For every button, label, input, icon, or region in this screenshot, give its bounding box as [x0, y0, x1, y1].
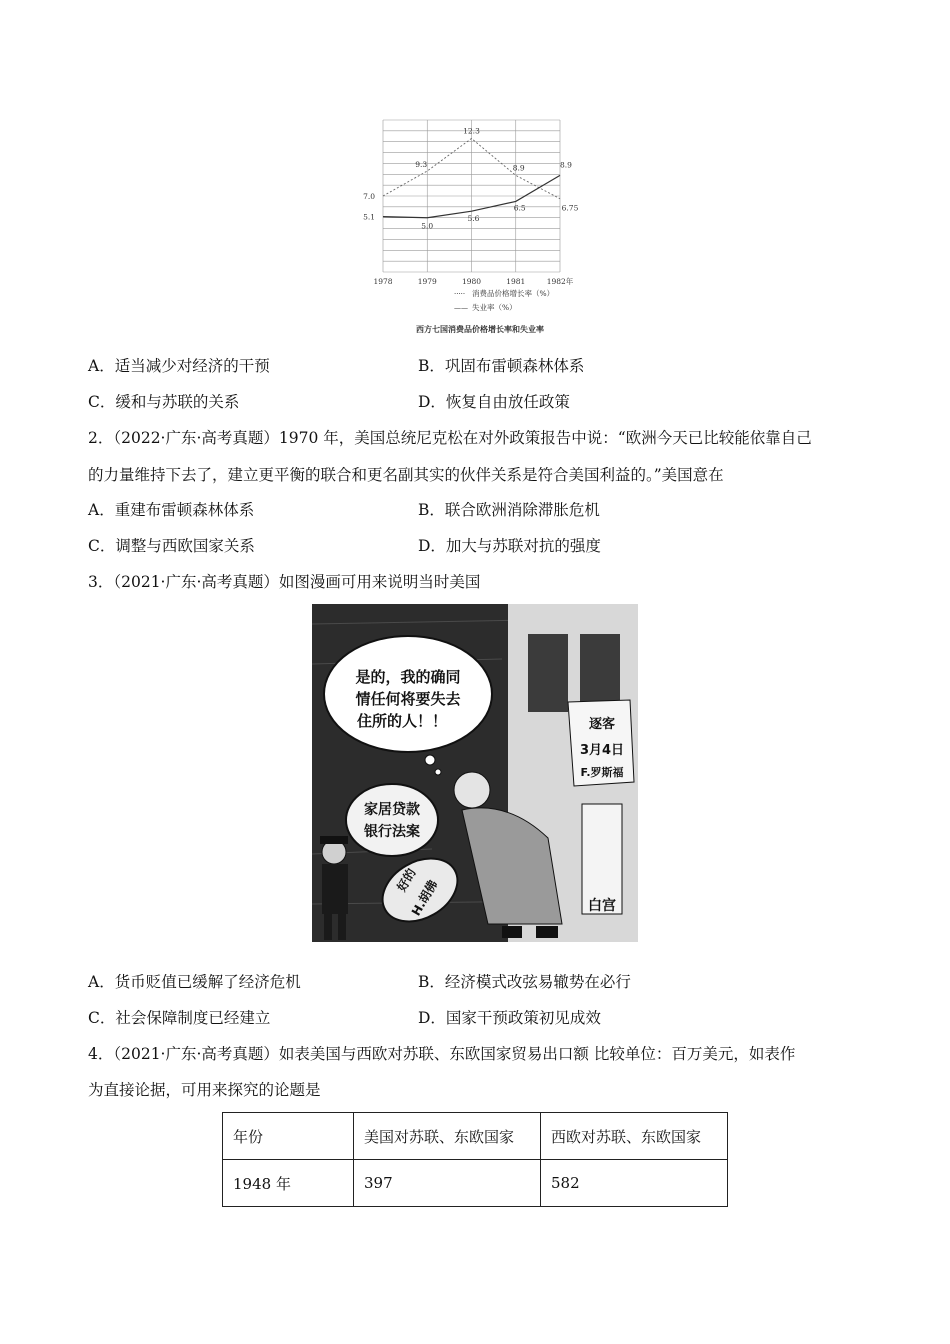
q2-option-d: D．加大与苏联对抗的强度	[418, 537, 601, 555]
q2-option-c: C．调整与西欧国家关系	[88, 537, 255, 555]
chart-series	[363, 126, 579, 230]
q4-stem-line1: 4．（2021·广东·高考真题）如表美国与西欧对苏联、东欧国家贸易出口额 比较单位：百万美元，如表作	[88, 1045, 796, 1063]
data-label: 6.5	[513, 203, 526, 213]
legend-label-price: 消费品价格增长率（%）	[472, 289, 555, 298]
table-header-we: 西欧对苏联、东欧国家	[541, 1113, 728, 1160]
q1-option-b: B．巩固布雷顿森林体系	[418, 357, 585, 375]
table-header-us: 美国对苏联、东欧国家	[354, 1113, 541, 1160]
q3-option-b: B．经济模式改弦易辙势在必行	[418, 973, 631, 991]
data-label: 12.3	[463, 126, 480, 136]
svg-text:是的，我的确同: 是的，我的确同	[355, 668, 461, 686]
chart-title: 西方七国消费品价格增长率和失业率	[416, 324, 544, 334]
table-cell-year: 1948 年	[223, 1160, 354, 1207]
q3-stem: 3．（2021·广东·高考真题）如图漫画可用来说明当时美国	[88, 573, 481, 591]
chart-legend	[454, 288, 554, 312]
legend-label-unemployment: 失业率（%）	[472, 303, 517, 312]
bank-bill-bag	[346, 784, 438, 856]
eviction-notice	[568, 700, 634, 786]
legend-symbol-dashed: ·····	[454, 290, 466, 298]
svg-text:情任何将要失去: 情任何将要失去	[355, 690, 461, 708]
x-tick-label: 1978	[373, 277, 393, 286]
white-house-label: 白宫	[588, 898, 616, 914]
data-label: 5.1	[363, 212, 375, 222]
q2-stem-line1: 2．（2022·广东·高考真题）1970 年，美国总统尼克松在对外政策报告中说：“欧洲今天已比较能依靠自己	[88, 429, 812, 447]
x-axis-ticks	[373, 276, 573, 286]
political-cartoon	[312, 604, 638, 942]
svg-text:住所的人！！: 住所的人！！	[356, 712, 448, 730]
svg-text:银行法案: 银行法案	[364, 824, 420, 840]
legend-symbol-solid: ——	[454, 304, 468, 312]
table-row	[223, 1160, 728, 1207]
data-label: 6.75	[561, 203, 579, 213]
x-tick-label: 1979	[417, 277, 437, 286]
data-label: 5.0	[421, 221, 434, 231]
data-label: 5.6	[467, 214, 480, 224]
data-label: 8.9	[560, 160, 572, 170]
q4-stem-line2: 为直接论据，可用来探究的论题是	[88, 1081, 321, 1099]
svg-text:3月4日: 3月4日	[579, 743, 625, 758]
q2-stem-line2: 的力量维持下去了，建立更平衡的联合和更名副其实的伙伴关系是符合美国利益的。”美国意在	[88, 466, 724, 484]
chart-grid	[383, 120, 560, 272]
x-tick-label: 1980	[461, 277, 482, 286]
q3-option-d: D．国家干预政策初见成效	[418, 1009, 601, 1027]
q1-option-d: D．恢复自由放任政策	[418, 393, 570, 411]
svg-text:H.胡佛: H.胡佛	[408, 877, 441, 919]
svg-text:F.罗斯福: F.罗斯福	[580, 766, 624, 779]
data-label: 9.3	[415, 160, 428, 170]
table-header-row	[223, 1113, 728, 1160]
table-header-year: 年份	[223, 1113, 354, 1160]
q1-option-c: C．缓和与苏联的关系	[88, 393, 240, 411]
svg-text:逐客: 逐客	[588, 717, 616, 732]
q2-option-a: A．重建布雷顿森林体系	[88, 501, 255, 519]
svg-text:好的: 好的	[394, 866, 419, 894]
table-cell-us: 397	[354, 1160, 541, 1207]
x-tick-label: 1981	[506, 277, 526, 286]
q3-option-a: A．货币贬值已缓解了经济危机	[88, 973, 301, 991]
x-tick-label: 1982年	[546, 277, 574, 286]
q2-option-b: B．联合欧洲消除滞胀危机	[418, 501, 600, 519]
q3-option-c: C．社会保障制度已经建立	[88, 1009, 271, 1027]
q1-option-a: A．适当减少对经济的干预	[88, 357, 270, 375]
table-cell-we: 582	[541, 1160, 728, 1207]
data-label: 7.0	[363, 192, 375, 201]
price-unemployment-chart	[360, 112, 600, 340]
data-label: 8.9	[512, 163, 525, 173]
trade-table	[222, 1112, 728, 1207]
svg-text:家居贷款: 家居贷款	[364, 802, 420, 818]
